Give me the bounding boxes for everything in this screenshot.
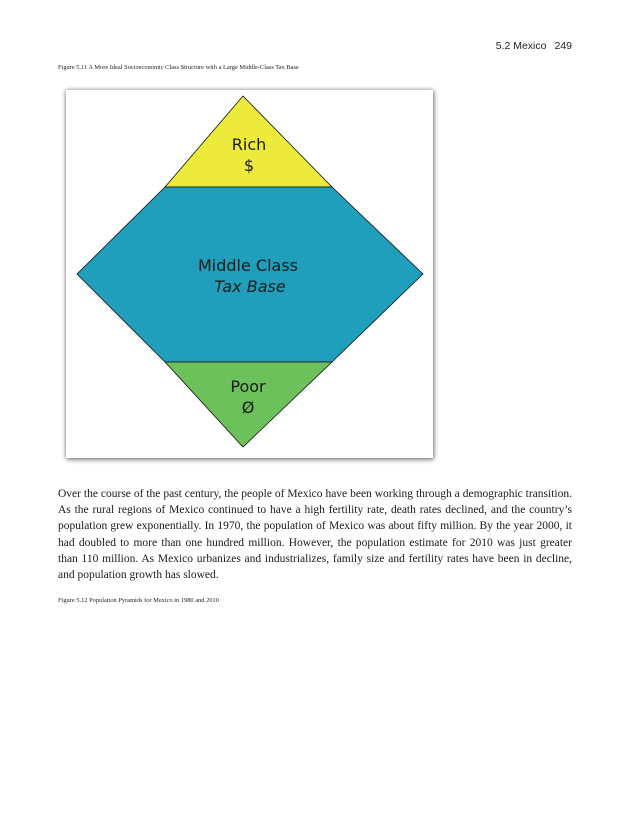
middle-class-label: Middle Class bbox=[197, 256, 299, 275]
diamond-diagram bbox=[66, 90, 433, 458]
page-number: 249 bbox=[554, 40, 572, 52]
figure-caption-2: Figure 5.12 Population Pyramids for Mexico in 1980 and 2010 bbox=[58, 597, 219, 604]
poor-symbol: Ø bbox=[241, 398, 255, 417]
section-title: 5.2 Mexico bbox=[495, 40, 547, 52]
running-header bbox=[496, 40, 572, 52]
figure-caption: Figure 5.11 A More Ideal Socioeconomic Class Structure with a Large Middle-Class Tax Base bbox=[58, 64, 299, 71]
class-structure-diagram bbox=[66, 90, 433, 458]
body-paragraph: Over the course of the past century, the people of Mexico have been working through a demographic transition. As the rural regions of Mexico continued to have a high fertility rate, death rates declined, and the country’s population grew exponentially. In 1970, the population of Mexico was about fifty million. By the year 2000, it had doubled to more than one hundred million. However, the population estimate for 2010 was just greater than 110 million. As Mexico urbanizes and industrializes, family size and fertility rates have been in decline, and population growth has slowed. bbox=[58, 488, 572, 582]
rich-label: Rich bbox=[231, 135, 267, 154]
poor-label: Poor bbox=[230, 377, 266, 396]
tax-base-label: Tax Base bbox=[214, 277, 286, 296]
rich-symbol: $ bbox=[243, 156, 255, 175]
